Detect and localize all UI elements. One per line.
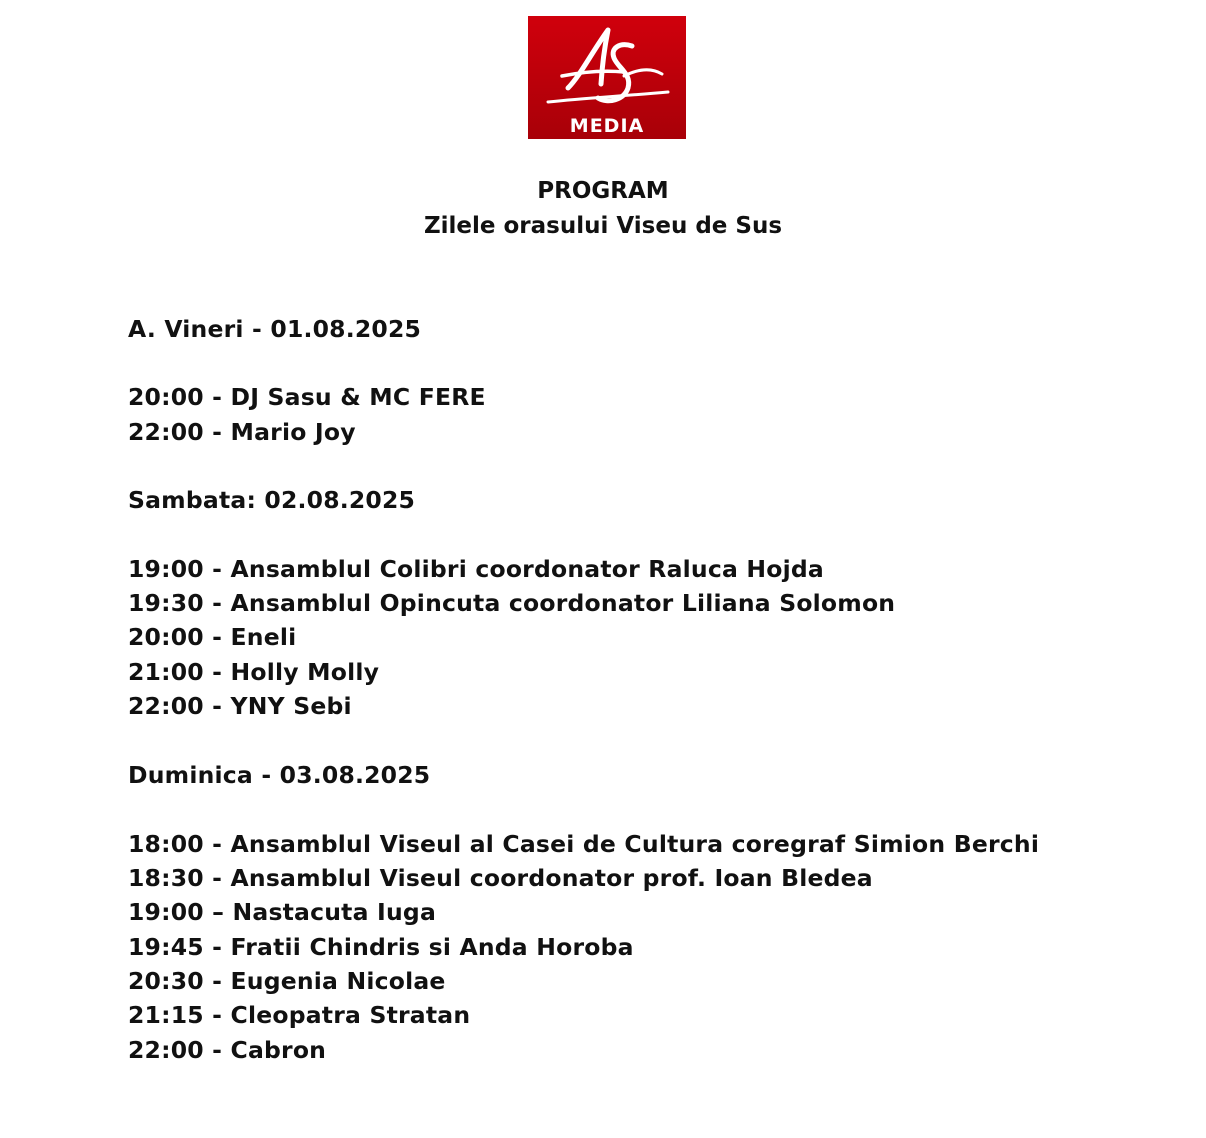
event-item: 22:00 - YNY Sebi — [128, 692, 352, 720]
day-heading-friday: A. Vineri - 01.08.2025 — [128, 315, 422, 343]
event-item: 21:15 - Cleopatra Stratan — [128, 1001, 471, 1029]
event-item: 20:00 - Eneli — [128, 623, 297, 651]
event-item: 19:30 - Ansamblul Opincuta coordonator Liliana Solomon — [128, 589, 896, 617]
day-heading-sunday: Duminica - 03.08.2025 — [128, 761, 431, 789]
event-item: 18:30 - Ansamblul Viseul coordonator prof. Ioan Bledea — [128, 864, 873, 892]
event-item: 21:00 - Holly Molly — [128, 658, 380, 686]
event-item: 19:45 - Fratii Chindris si Anda Horoba — [128, 933, 634, 961]
logo-graphic — [528, 16, 686, 139]
event-item: 18:00 - Ansamblul Viseul al Casei de Cultura coregraf Simion Berchi — [128, 830, 1040, 858]
event-item: 22:00 - Mario Joy — [128, 418, 356, 446]
event-item: 20:00 - DJ Sasu & MC FERE — [128, 383, 486, 411]
day-heading-saturday: Sambata: 02.08.2025 — [128, 486, 416, 514]
page-title: PROGRAM — [537, 178, 669, 204]
event-item: 20:30 - Eugenia Nicolae — [128, 967, 446, 995]
logo-wordmark: MEDIA — [569, 115, 645, 137]
event-item: 22:00 - Cabron — [128, 1036, 327, 1064]
page-subtitle: Zilele orasului Viseu de Sus — [423, 213, 783, 239]
event-item: 19:00 – Nastacuta Iuga — [128, 898, 437, 926]
event-item: 19:00 - Ansamblul Colibri coordonator Raluca Hojda — [128, 555, 824, 583]
as-media-logo — [528, 16, 686, 139]
